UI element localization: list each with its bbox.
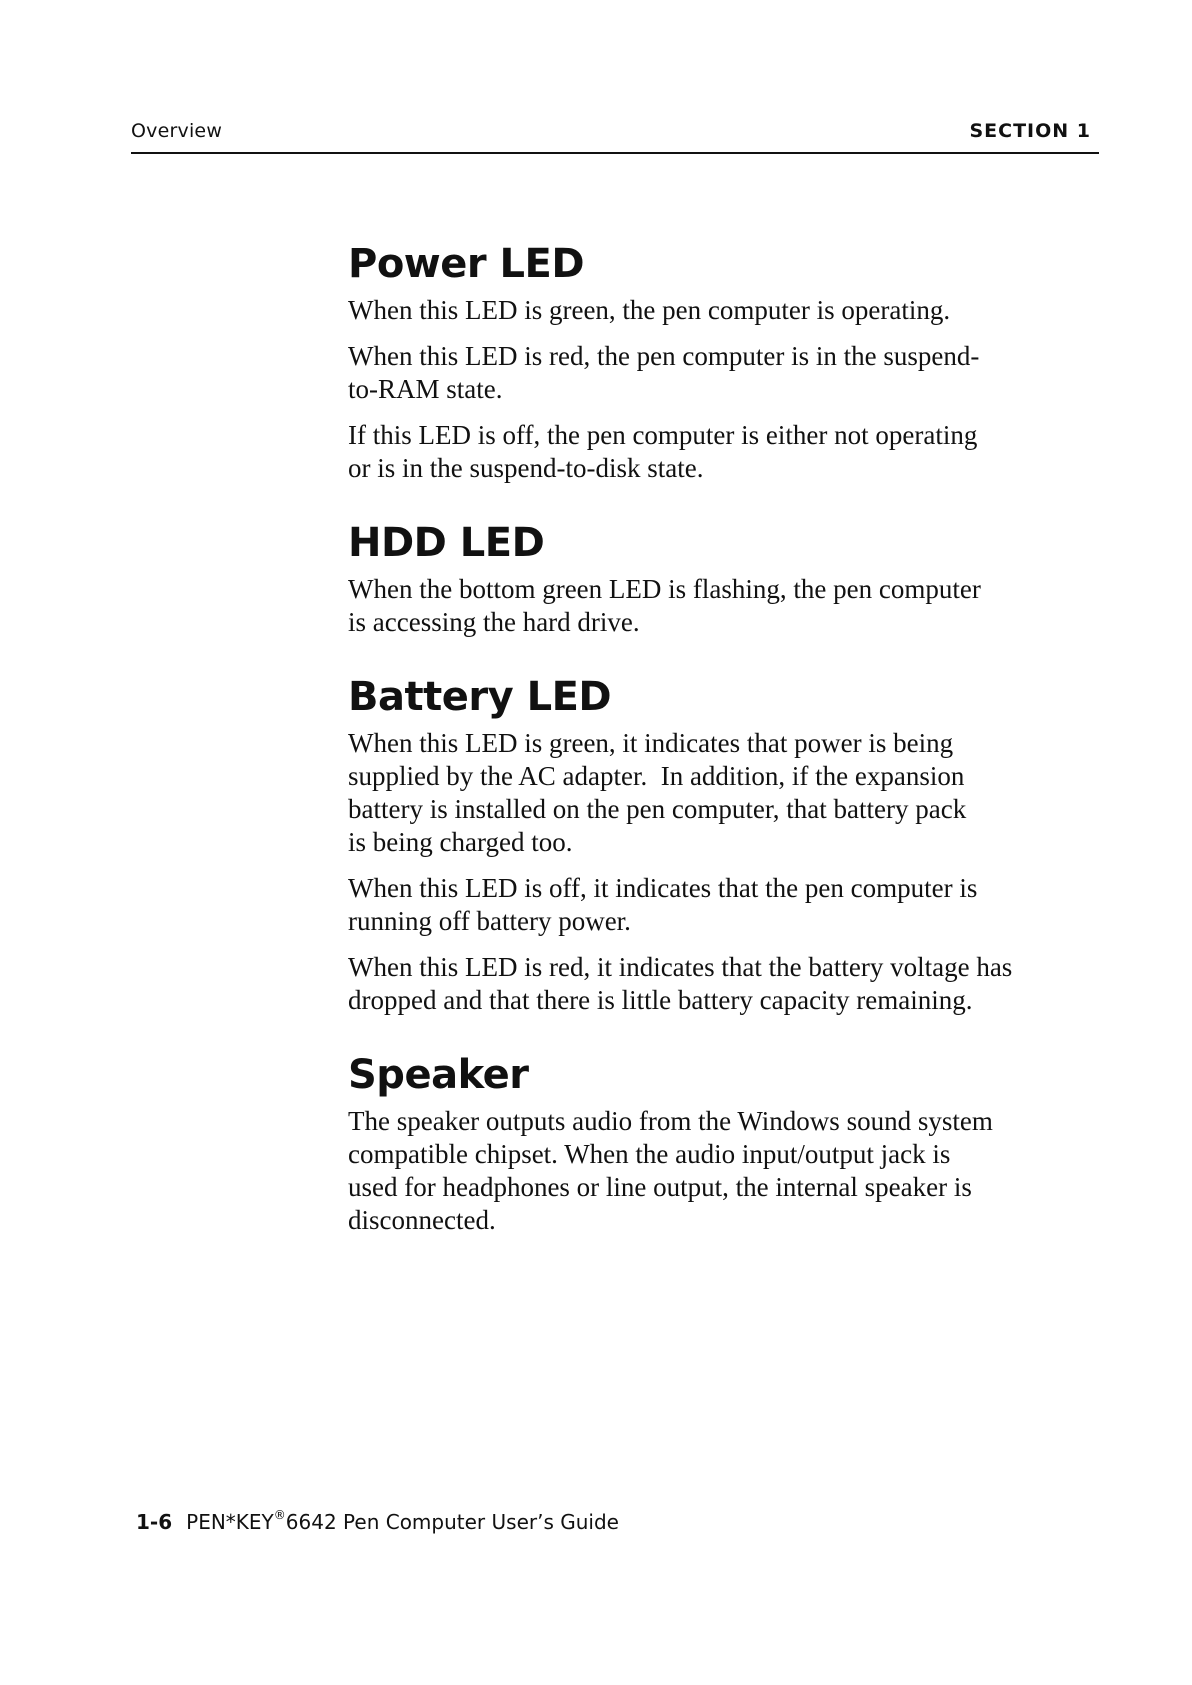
text-line: is being charged too. <box>348 827 573 857</box>
text-line: When this LED is red, the pen computer is in the suspend- <box>348 341 980 371</box>
text-line: When this LED is green, it indicates that power is being <box>348 728 954 758</box>
registered-mark: ® <box>273 1508 286 1522</box>
text-line: used for headphones or line output, the internal speaker is <box>348 1172 972 1202</box>
paragraph <box>348 872 1128 938</box>
guide-title: 6642 Pen Computer User’s Guide <box>285 1510 619 1534</box>
page-footer <box>136 1508 619 1534</box>
text-line: If this LED is off, the pen computer is either not operating <box>348 420 978 450</box>
text-line: The speaker outputs audio from the Windows sound system <box>348 1106 993 1136</box>
text-line: compatible chipset. When the audio input/output jack is <box>348 1139 951 1169</box>
text-line: dropped and that there is little battery capacity remaining. <box>348 985 973 1015</box>
paragraph <box>348 573 1128 639</box>
page-body <box>348 236 1128 1267</box>
paragraph <box>348 340 1128 406</box>
paragraph <box>348 419 1128 485</box>
text-line: When this LED is off, it indicates that the pen computer is <box>348 873 978 903</box>
text-line: is accessing the hard drive. <box>348 607 640 637</box>
text-line: When the bottom green LED is flashing, the pen computer <box>348 574 981 604</box>
paragraph <box>348 951 1128 1017</box>
header-chapter-title: Overview <box>131 120 223 142</box>
text-line: disconnected. <box>348 1205 496 1235</box>
section-heading: Speaker <box>348 1052 529 1098</box>
page-number: 1-6 <box>136 1510 173 1534</box>
page-header <box>131 116 1099 154</box>
battery-led-section <box>348 669 1128 1017</box>
text-line: When this LED is red, it indicates that the battery voltage has <box>348 952 1013 982</box>
speaker-section <box>348 1047 1128 1237</box>
power-led-section <box>348 236 1128 485</box>
paragraph <box>348 727 1128 859</box>
text-line: supplied by the AC adapter. In addition, if the expansion <box>348 761 965 791</box>
product-name: PEN*KEY <box>186 1510 274 1534</box>
section-heading: HDD LED <box>348 520 545 566</box>
section-heading: Power LED <box>348 241 585 287</box>
header-section-label: SECTION 1 <box>969 120 1091 142</box>
section-heading: Battery LED <box>348 674 612 720</box>
paragraph <box>348 1105 1128 1237</box>
text-line: or is in the suspend-to-disk state. <box>348 453 704 483</box>
text-line: battery is installed on the pen computer, that battery pack <box>348 794 967 824</box>
text-line: When this LED is green, the pen computer is operating. <box>348 295 951 325</box>
text-line: to-RAM state. <box>348 374 503 404</box>
hdd-led-section <box>348 515 1128 639</box>
text-line: running off battery power. <box>348 906 631 936</box>
paragraph <box>348 294 1128 327</box>
